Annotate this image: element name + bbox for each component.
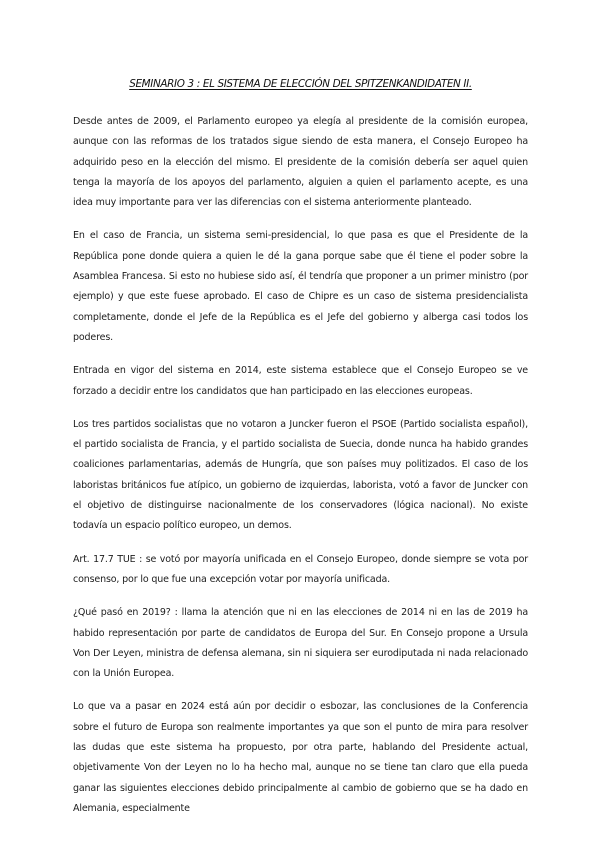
paragraph-3: Entrada en vigor del sistema en 2014, este sistema establece que el Consejo Europeo se ve forzado a decidir entre los candidatos que han participado en las elecciones europeas. bbox=[73, 365, 528, 397]
paragraph-1: Desde antes de 2009, el Parlamento europeo ya elegía al presidente de la comisión europea, aunque con las reformas de los tratados sigue siendo de esta manera, el Consejo Europeo ha adquirido peso en la elección del mismo. El presidente de la comisión debería ser aquel quien tenga la mayoría de los apoyos del parlamento, alguien a quien el parlamento acepte, es una idea muy importante para ver las diferencias con el sistema anteriormente planteado. bbox=[73, 116, 528, 209]
paragraph-6: ¿Qué pasó en 2019? : llama la atención que ni en las elecciones de 2014 ni en las de 2019 ha habido representación por parte de candidatos de Europa del Sur. En Consejo propone a Ursula Von Der Leyen, ministra de defensa alemana, sin ni siquiera ser eurodiputada ni nada relacionado con la Unión Europea. bbox=[73, 607, 528, 680]
paragraph-7: Lo que va a pasar en 2024 está aún por decidir o esbozar, las conclusiones de la Conferencia sobre el futuro de Europa son realmente importantes ya que son el punto de mira para resolver las dudas que este sistema ha propuesto, por otra parte, hablando del Presidente actual, objetivamente Von der Leyen no lo ha hecho mal, aunque no se tiene tan claro que ella pueda ganar las siguientes elecciones debido principalmente al cambio de gobierno que se ha dado en Alemania, especialmente bbox=[73, 701, 528, 814]
document-title: SEMINARIO 3 : EL SISTEMA DE ELECCIÓN DEL SPITZENKANDIDATEN II. bbox=[129, 78, 472, 90]
paragraph-2: En el caso de Francia, un sistema semi-presidencial, lo que pasa es que el Presidente de la República pone donde quiera a quien le dé la gana porque sabe que él tiene el poder sobre la Asamblea Francesa. Si esto no hubiese sido así, él tendría que proponer a un primer ministro (por ejemplo) y que este fuese aprobado. El caso de Chipre es un caso de sistema presidencialista completamente, donde el Jefe de la República es el Jefe del gobierno y alberga casi todos los poderes. bbox=[73, 230, 528, 343]
paragraph-4: Los tres partidos socialistas que no votaron a Juncker fueron el PSOE (Partido socialista español), el partido socialista de Francia, y el partido socialista de Suecia, donde nunca ha habido grandes coaliciones parlamentarias, además de Hungría, que son países muy politizados. El caso de los laboristas británicos fue atípico, un gobierno de izquierdas, laborista, votó a favor de Juncker con el objetivo de distinguirse nacionalmente de los conservadores (lógica nacional). No existe todavía un espacio político europeo, un demos. bbox=[73, 418, 528, 532]
paragraph-5: Art. 17.7 TUE : se votó por mayoría unificada en el Consejo Europeo, donde siempre se vota por consenso, por lo que fue una excepción votar por mayoría unificada. bbox=[73, 553, 528, 585]
